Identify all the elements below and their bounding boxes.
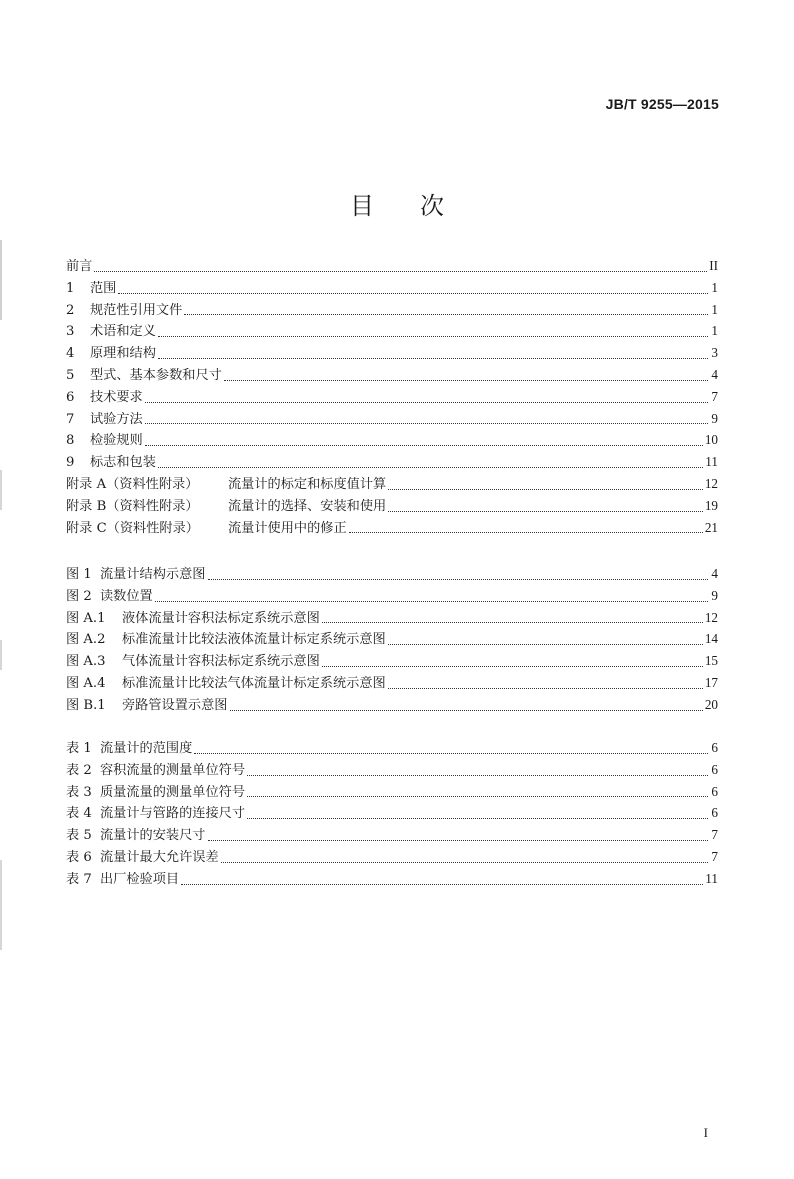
leader-dots xyxy=(94,270,707,272)
toc-entry-page: 9 xyxy=(711,587,718,603)
toc-entry-label: 术语和定义 xyxy=(90,324,156,340)
toc-entry-number: 3 xyxy=(66,324,75,340)
toc-entry-page: 12 xyxy=(704,609,718,625)
scan-edge-mark xyxy=(0,640,2,670)
toc-entry-label: 流量计使用中的修正 xyxy=(228,520,347,536)
toc-entry-number: 图 1 xyxy=(66,567,92,582)
toc-entry-number: 表 4 xyxy=(66,806,92,822)
toc-entry-appendix[interactable] xyxy=(66,517,718,539)
toc-entry-page: 4 xyxy=(711,366,718,382)
toc-entry-label: 读数位置 xyxy=(100,588,153,604)
toc-entry-label: 流量计的安装尺寸 xyxy=(100,828,206,844)
toc-entry-number: 图 A.2 xyxy=(66,632,106,648)
toc-entry-table[interactable] xyxy=(66,802,718,824)
toc-entry-page: II xyxy=(709,258,718,273)
leader-dots xyxy=(221,861,708,863)
toc-entry-page: 6 xyxy=(711,783,718,799)
document-code: JB/T 9255—2015 xyxy=(605,96,719,112)
toc-entry-figure[interactable] xyxy=(66,694,718,716)
toc-entry-page: 7 xyxy=(711,388,718,404)
leader-dots xyxy=(247,774,708,776)
title-char-1: 目 xyxy=(350,192,374,220)
toc-entry-page: 15 xyxy=(704,653,718,669)
toc-entry-number: 8 xyxy=(66,433,75,449)
toc-entry-label: 范围 xyxy=(90,280,117,296)
toc-entry-label: 标志和包装 xyxy=(90,455,156,471)
toc-entry-label: 流量计最大允许误差 xyxy=(100,849,219,865)
toc-entry-label: 容积流量的测量单位符号 xyxy=(100,762,246,778)
leader-dots xyxy=(247,795,708,797)
leader-dots xyxy=(388,643,703,645)
toc-entry-label: 出厂检验项目 xyxy=(100,871,180,887)
toc-entry-label: 流量计的标定和标度值计算 xyxy=(228,476,387,492)
toc-entry-page: 3 xyxy=(711,345,718,361)
toc-entry-label: 流量计结构示意图 xyxy=(100,567,206,582)
toc-entry-page: 11 xyxy=(705,454,718,470)
toc-entry-page: 11 xyxy=(705,870,718,886)
leader-dots xyxy=(224,379,708,381)
toc-entry-figure[interactable] xyxy=(66,607,718,629)
toc-entry-number: 附录 C（资料性附录） xyxy=(66,520,199,536)
toc-entry-number: 4 xyxy=(66,346,75,362)
toc-entry-number: 图 B.1 xyxy=(66,697,106,713)
toc-entry-label: 流量计的选择、安装和使用 xyxy=(228,498,387,514)
leader-dots xyxy=(230,709,703,711)
toc-entry-section[interactable] xyxy=(66,342,718,364)
leader-dots xyxy=(388,687,703,689)
leader-dots xyxy=(145,422,708,424)
toc-entry-page: 7 xyxy=(711,827,718,843)
leader-dots xyxy=(322,621,703,623)
toc-entry-preface[interactable] xyxy=(66,255,718,277)
toc-entry-number: 图 A.1 xyxy=(66,610,106,626)
toc-figures xyxy=(66,563,718,716)
leader-dots xyxy=(118,292,708,294)
toc-tables xyxy=(66,737,718,890)
toc-entry-page: 4 xyxy=(711,566,718,581)
toc-entry-label: 原理和结构 xyxy=(90,346,156,362)
toc-entry-page: 1 xyxy=(711,323,718,339)
toc-entry-number: 7 xyxy=(66,411,75,427)
toc-entry-figure[interactable] xyxy=(66,672,718,694)
scan-edge-mark xyxy=(0,240,2,320)
toc-entry-label: 质量流量的测量单位符号 xyxy=(100,784,246,800)
leader-dots xyxy=(388,488,703,490)
leader-dots xyxy=(349,531,703,533)
toc-entry-label: 规范性引用文件 xyxy=(90,302,183,318)
title-char-2: 次 xyxy=(420,192,444,220)
leader-dots xyxy=(158,335,708,337)
toc-entry-figure[interactable] xyxy=(66,585,718,607)
toc-entry-label: 检验规则 xyxy=(90,433,143,449)
leader-dots xyxy=(145,401,708,403)
toc-entry-appendix[interactable] xyxy=(66,473,718,495)
toc-entry-number: 图 A.3 xyxy=(66,654,106,670)
toc-entry-number: 表 5 xyxy=(66,828,92,844)
toc-entry-figure[interactable] xyxy=(66,650,718,672)
toc-entry-label: 旁路管设置示意图 xyxy=(122,697,228,713)
toc-entry-table[interactable] xyxy=(66,759,718,781)
leader-dots xyxy=(184,313,708,315)
toc-entry-number: 1 xyxy=(66,280,75,296)
toc-entry-page: 6 xyxy=(711,761,718,777)
leader-dots xyxy=(145,444,703,446)
scan-edge-mark xyxy=(0,860,2,950)
leader-dots xyxy=(158,357,708,359)
toc-entry-label: 技术要求 xyxy=(90,389,143,405)
toc-entry-section[interactable] xyxy=(66,429,718,451)
page-title xyxy=(0,186,794,221)
toc-entry-label: 型式、基本参数和尺寸 xyxy=(90,367,222,383)
toc-entry-page: 12 xyxy=(704,475,718,491)
toc-entry-page: 19 xyxy=(704,497,718,513)
toc-entry-appendix[interactable] xyxy=(66,495,718,517)
toc-sections xyxy=(66,255,718,538)
leader-dots xyxy=(155,600,708,602)
page-number: I xyxy=(703,1125,708,1140)
toc-entry-figure[interactable] xyxy=(66,628,718,650)
toc-entry-section[interactable] xyxy=(66,320,718,342)
toc-entry-page: 1 xyxy=(711,301,718,317)
toc-entry-table[interactable] xyxy=(66,868,718,890)
toc-entry-section[interactable] xyxy=(66,277,718,299)
toc-entry-page: 20 xyxy=(704,696,718,712)
toc-entry-section[interactable] xyxy=(66,386,718,408)
toc-entry-page: 7 xyxy=(711,848,718,864)
toc-entry-page: 14 xyxy=(704,631,718,647)
toc-entry-number: 表 6 xyxy=(66,849,92,865)
toc-entry-label: 标准流量计比较法液体流量计标定系统示意图 xyxy=(122,632,386,648)
scan-edge-mark xyxy=(0,470,2,510)
toc-entry-page: 6 xyxy=(711,740,718,755)
toc-entry-table[interactable] xyxy=(66,737,718,759)
toc-entry-number: 6 xyxy=(66,389,75,405)
leader-dots xyxy=(208,578,709,580)
toc-entry-page: 17 xyxy=(704,674,718,690)
toc-entry-label: 前言 xyxy=(66,259,93,274)
toc-entry-label: 流量计的范围度 xyxy=(100,741,193,756)
toc-entry-section[interactable] xyxy=(66,408,718,430)
toc-entry-figure[interactable] xyxy=(66,563,718,585)
toc-entry-number: 5 xyxy=(66,367,75,383)
leader-dots xyxy=(194,752,708,754)
leader-dots xyxy=(388,510,703,512)
toc-entry-label: 试验方法 xyxy=(90,411,143,427)
toc-entry-page: 6 xyxy=(711,805,718,821)
toc-entry-number: 图 A.4 xyxy=(66,675,106,691)
toc-entry-number: 表 7 xyxy=(66,871,92,887)
toc-entry-section[interactable] xyxy=(66,364,718,386)
toc-entry-table[interactable] xyxy=(66,781,718,803)
leader-dots xyxy=(322,665,703,667)
toc-entry-number: 图 2 xyxy=(66,588,92,604)
toc-entry-page: 10 xyxy=(704,432,718,448)
toc-entry-table[interactable] xyxy=(66,846,718,868)
toc-entry-number: 表 1 xyxy=(66,741,92,756)
leader-dots xyxy=(158,466,703,468)
leader-dots xyxy=(181,883,703,885)
leader-dots xyxy=(208,839,709,841)
toc-entry-number: 9 xyxy=(66,455,75,471)
toc-entry-page: 9 xyxy=(711,410,718,426)
toc-entry-label: 液体流量计容积法标定系统示意图 xyxy=(122,610,320,626)
toc-entry-number: 附录 B（资料性附录） xyxy=(66,498,199,514)
toc-entry-number: 附录 A（资料性附录） xyxy=(66,476,199,492)
toc-entry-number: 表 3 xyxy=(66,784,92,800)
toc-entry-number: 表 2 xyxy=(66,762,92,778)
toc-entry-page: 1 xyxy=(711,279,718,295)
toc-entry-table[interactable] xyxy=(66,824,718,846)
toc-entry-label: 标准流量计比较法气体流量计标定系统示意图 xyxy=(122,675,386,691)
toc-entry-label: 气体流量计容积法标定系统示意图 xyxy=(122,654,320,670)
toc-entry-section[interactable] xyxy=(66,451,718,473)
toc-entry-page: 21 xyxy=(704,519,718,535)
leader-dots xyxy=(247,817,708,819)
toc-entry-label: 流量计与管路的连接尺寸 xyxy=(100,806,246,822)
toc-entry-number: 2 xyxy=(66,302,75,318)
toc-entry-section[interactable] xyxy=(66,299,718,321)
